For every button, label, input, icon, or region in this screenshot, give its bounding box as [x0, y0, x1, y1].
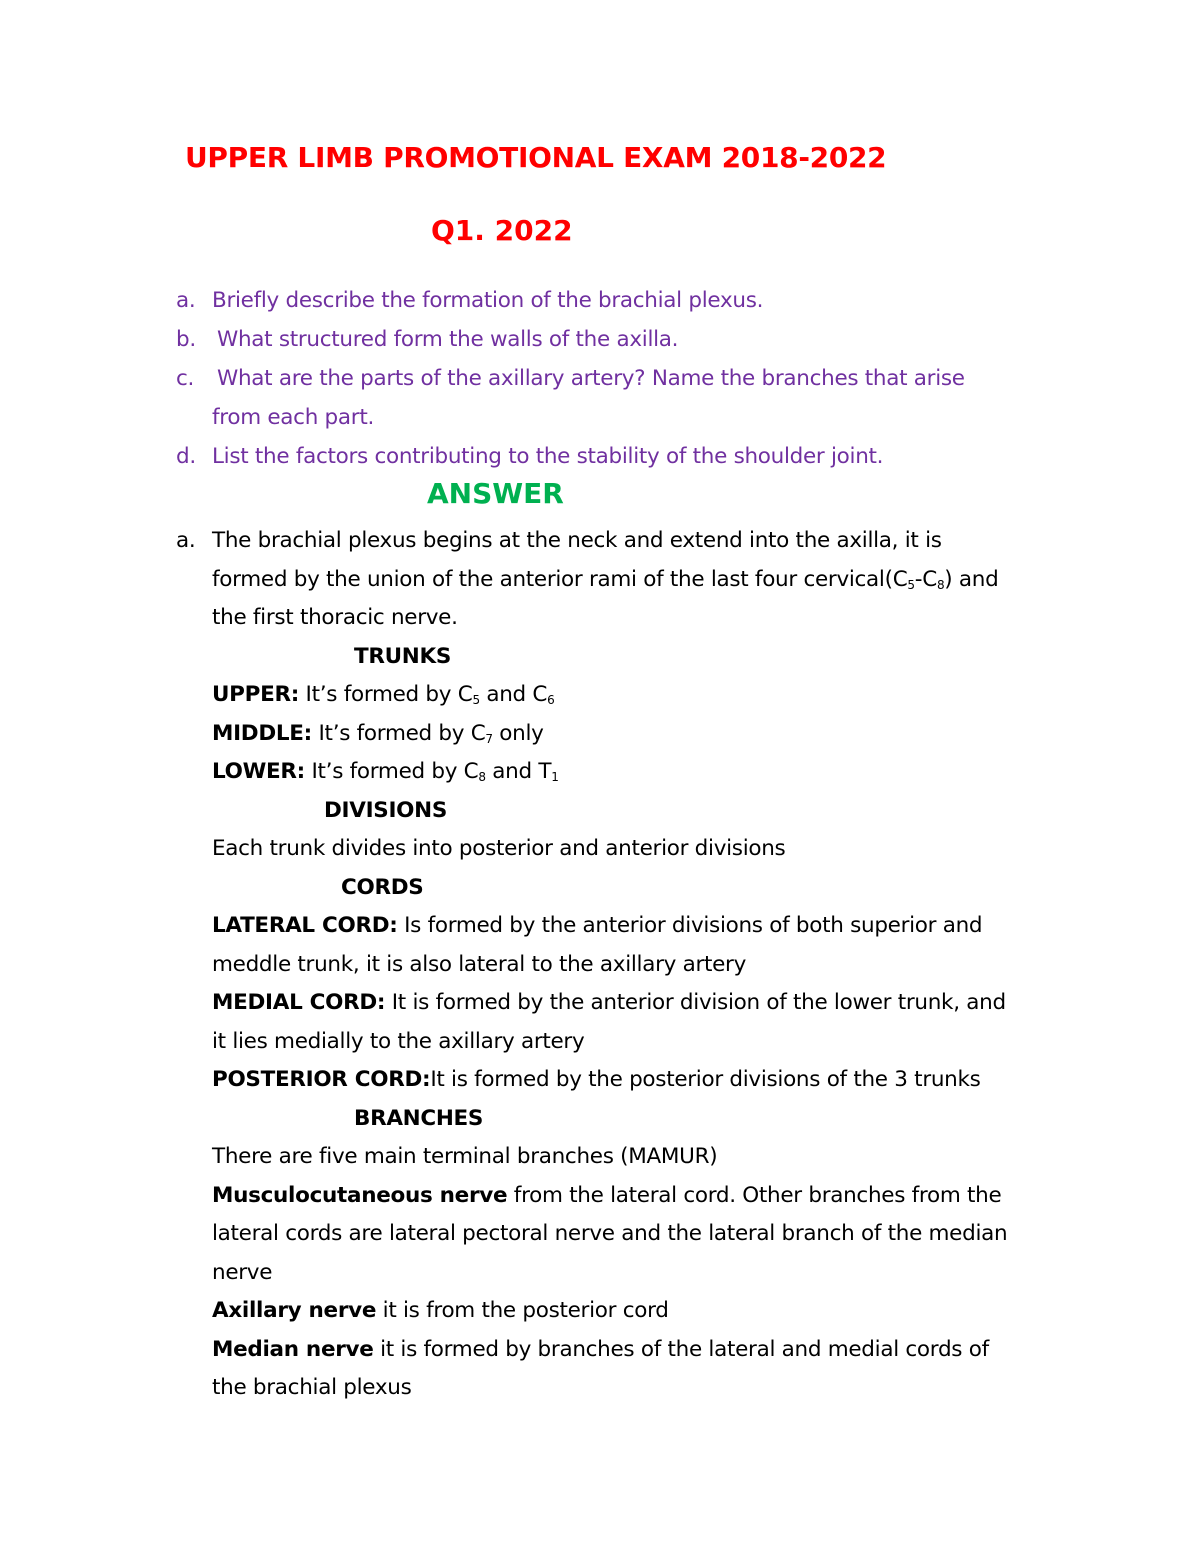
- subscript: 5: [907, 577, 915, 592]
- question-item: [172, 437, 1072, 476]
- answer-text: formed by the union of the anterior rami of the last four cervical(C: [212, 566, 908, 592]
- answer-line: [172, 522, 1072, 561]
- answer-text: it is formed by branches of the lateral and medial cords of: [373, 1336, 989, 1362]
- cord-lateral: [172, 907, 1072, 946]
- question-text: What structured form the walls of the axilla.: [217, 327, 679, 352]
- subscript: 1: [551, 770, 559, 784]
- answer-line: There are five main terminal branches (MAMUR): [212, 1144, 718, 1169]
- question-marker: c.: [176, 366, 195, 391]
- question-marker: d.: [176, 444, 196, 469]
- label: MEDIAL CORD:: [212, 990, 386, 1015]
- question-number: Q1. 2022: [431, 214, 573, 247]
- cord-posterior: [172, 1061, 1072, 1100]
- answer-line: it lies medially to the axillary artery: [212, 1028, 585, 1054]
- answer-text: The brachial plexus begins at the neck and extend into the axilla, it is: [212, 528, 942, 553]
- answer-line: lateral cords are lateral pectoral nerve and the lateral branch of the median: [212, 1221, 1008, 1246]
- branch-axillary: [172, 1292, 1072, 1331]
- answer-text: It’s formed by C: [311, 720, 486, 746]
- section-heading-trunks: TRUNKS: [354, 643, 452, 669]
- label: UPPER:: [212, 682, 300, 707]
- label: MIDDLE:: [212, 720, 312, 746]
- answer-text: and C: [479, 682, 548, 707]
- answer-text: It is formed by the posterior divisions of the 3 trunks: [430, 1067, 981, 1092]
- answer-line: [172, 561, 1072, 600]
- section-heading-divisions: DIVISIONS: [324, 797, 448, 823]
- answer-marker: a.: [176, 528, 196, 553]
- answer-text: Is formed by the anterior divisions of both superior and: [397, 913, 983, 938]
- question-list: [172, 281, 1072, 476]
- trunk-lower: [172, 753, 1072, 792]
- answer-text: and T: [485, 759, 552, 784]
- answer-body: [172, 522, 1072, 1408]
- label: Musculocutaneous nerve: [212, 1182, 508, 1208]
- answer-text: ) and: [944, 566, 999, 592]
- subscript: 8: [936, 577, 945, 592]
- answer-text: It’s formed by C: [299, 682, 473, 707]
- answer-text: -C: [914, 566, 937, 592]
- question-text: from each part.: [212, 405, 374, 430]
- trunk-upper: [172, 676, 1072, 715]
- answer-line: meddle trunk, it is also lateral to the axillary artery: [212, 951, 747, 977]
- answer-text: only: [492, 720, 544, 746]
- question-item: [172, 281, 1072, 320]
- question-item: [172, 320, 1072, 359]
- label: LOWER:: [212, 759, 305, 784]
- cord-medial: [172, 984, 1072, 1023]
- answer-line: the brachial plexus: [212, 1375, 412, 1400]
- subscript: 5: [472, 693, 480, 707]
- question-marker: a.: [176, 288, 196, 313]
- answer-line: [172, 599, 1072, 638]
- section-heading-branches: BRANCHES: [354, 1105, 484, 1131]
- section-heading-cords: CORDS: [341, 874, 424, 900]
- label: POSTERIOR CORD:: [212, 1067, 431, 1092]
- answer-text: It’s formed by C: [304, 759, 479, 784]
- answer-heading: ANSWER: [427, 477, 564, 510]
- document-title: UPPER LIMB PROMOTIONAL EXAM 2018-2022: [185, 141, 887, 174]
- answer-text: the first thoracic nerve.: [212, 605, 458, 630]
- answer-text: from the lateral cord. Other branches from the: [507, 1182, 1002, 1208]
- question-item-continuation: [172, 398, 1072, 437]
- question-marker: b.: [176, 327, 196, 352]
- branch-musculocutaneous: [172, 1177, 1072, 1216]
- subscript: 6: [547, 693, 555, 707]
- question-text: List the factors contributing to the stability of the shoulder joint.: [212, 444, 884, 469]
- question-text: What are the parts of the axillary artery? Name the branches that arise: [217, 366, 965, 391]
- subscript: 7: [485, 731, 493, 746]
- trunk-middle: [172, 715, 1072, 754]
- label: LATERAL CORD:: [212, 913, 398, 938]
- question-text: Briefly describe the formation of the brachial plexus.: [212, 288, 764, 313]
- answer-line: nerve: [212, 1259, 273, 1285]
- branch-median: [172, 1331, 1072, 1370]
- subscript: 8: [478, 770, 486, 784]
- answer-text: it is from the posterior cord: [376, 1298, 669, 1323]
- label: Median nerve: [212, 1336, 374, 1362]
- answer-text: It is formed by the anterior division of the lower trunk, and: [385, 990, 1006, 1015]
- answer-line: Each trunk divides into posterior and anterior divisions: [212, 836, 786, 861]
- question-item: [172, 359, 1072, 398]
- label: Axillary nerve: [212, 1298, 377, 1323]
